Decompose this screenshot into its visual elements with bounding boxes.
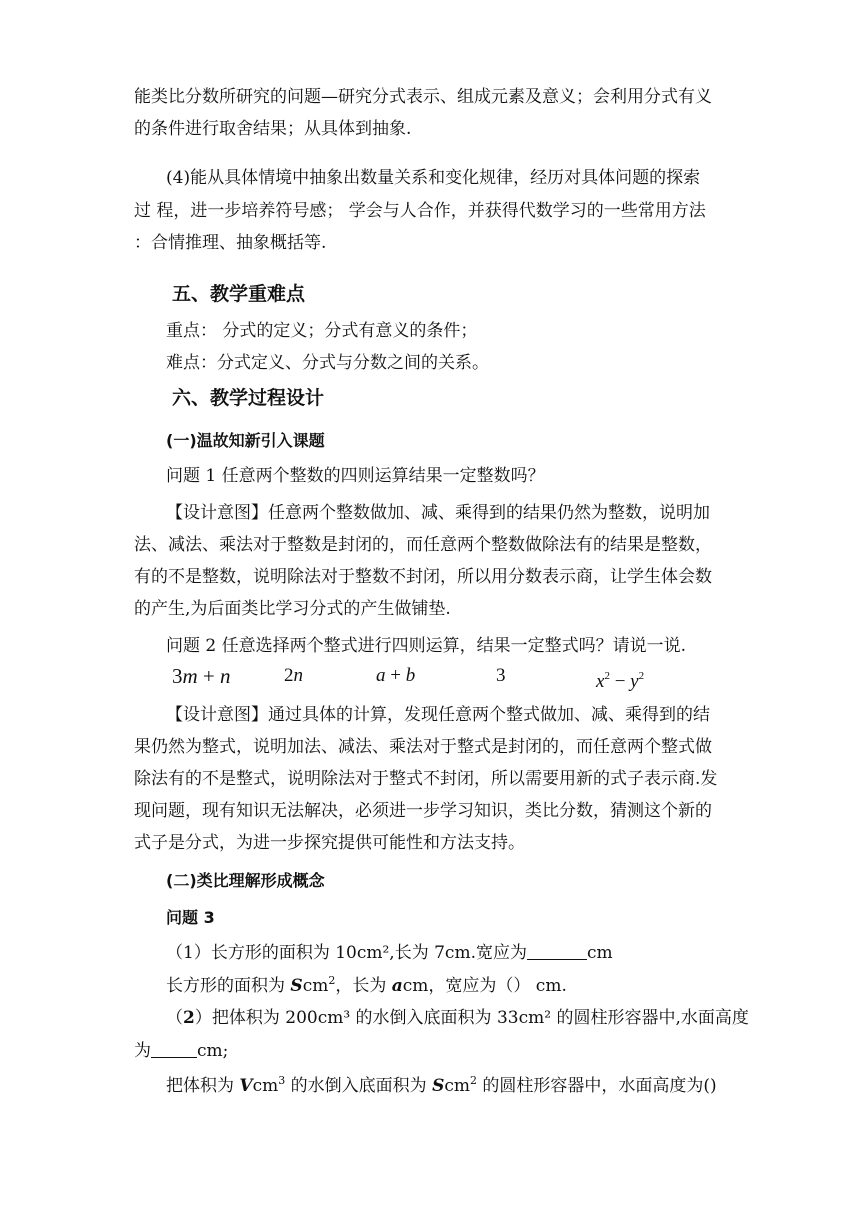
paragraph-line: 【设计意图】通过具体的计算，发现任意两个整式做加、减、乘得到的结 (166, 705, 710, 725)
paragraph-line: 果仍然为整式，说明加法、减法、乘法对于整式是封闭的，而任意两个整式做 (134, 737, 712, 757)
paragraph-line: 的条件进行取舍结果；从具体到抽象. (134, 119, 412, 139)
paragraph-line: 现问题，现有知识无法解决，必须进一步学习知识，类比分数，猜测这个新的 (134, 801, 712, 821)
paragraph-line: 式子是分式，为进一步探究提供可能性和方法支持。 (134, 833, 525, 853)
paragraph-line: 有的不是整数，说明除法对于整数不封闭，所以用分数表示商，让学生体会数 (134, 567, 712, 587)
section-heading: 五、教学重难点 (172, 283, 306, 305)
section-heading: 六、教学过程设计 (172, 387, 325, 409)
paragraph-line: (4)能从具体情境中抽象出数量关系和变化规律，经历对具体问题的探索 (166, 168, 701, 188)
paragraph-line: 的产生,为后面类比学习分式的产生做铺垫. (134, 599, 451, 619)
question-line: 问题 1 任意两个整数的四则运算结果一定整数吗？ (166, 466, 545, 486)
paragraph-line: 过 程，进一步培养符号感； 学会与人合作，并获得代数学习的一些常用方法 (134, 201, 706, 221)
expression-3: 3 (496, 665, 506, 686)
paragraph-line: ：合情推理、抽象概括等. (134, 233, 327, 253)
question-line: （1）长方形的面积为 10cm²,长为 7cm.宽应为 cm (166, 943, 613, 963)
paragraph-line: 【设计意图】任意两个整数做加、减、乘得到的结果仍然为整数，说明加 (166, 503, 710, 523)
expression-2n: 2n (284, 665, 303, 686)
paragraph-line: 除法有的不是整式，说明除法对于整式不封闭，所以需要用新的式子表示商.发 (134, 769, 718, 789)
paragraph-line: 法、减法、乘法对于整数是封闭的，而任意两个整数做除法有的结果是整数， (134, 535, 712, 555)
question-line: （2）把体积为 200cm³ 的水倒入底面积为 33cm² 的圆柱形容器中,水面高度 (166, 1008, 749, 1028)
paragraph-line: 重点： 分式的定义；分式有意义的条件； (166, 321, 478, 341)
question-line: 问题 2 任意选择两个整式进行四则运算，结果一定整式吗？请说一说. (166, 636, 687, 656)
subsection-heading: (一)温故知新引入课题 (166, 431, 325, 450)
question-line: 为 cm; (134, 1041, 229, 1061)
expression-a-plus-b: a + b (376, 665, 416, 686)
expression-3m-plus-n: 3m + n (172, 664, 231, 688)
answer-blank (151, 1041, 197, 1058)
question-label: 问题 3 (166, 908, 215, 927)
question-line: 把体积为 Vcm$^3$ 的水倒入底面积为 Scm$^2$ 的圆柱形容器中，水面高度为() (166, 1074, 717, 1096)
question-line: 长方形的面积为 Scm$^2$，长为 acm，宽应为（） cm. (166, 974, 567, 996)
subsection-heading: (二)类比理解形成概念 (166, 871, 325, 890)
paragraph-line: 能类比分数所研究的问题—研究分式表示、组成元素及意义；会利用分式有义 (134, 87, 712, 107)
paragraph-line: 难点：分式定义、分式与分数之间的关系。 (166, 353, 489, 373)
expression-x2-minus-y2: $x^2 - y^2$ (596, 670, 645, 692)
answer-blank (527, 943, 587, 960)
